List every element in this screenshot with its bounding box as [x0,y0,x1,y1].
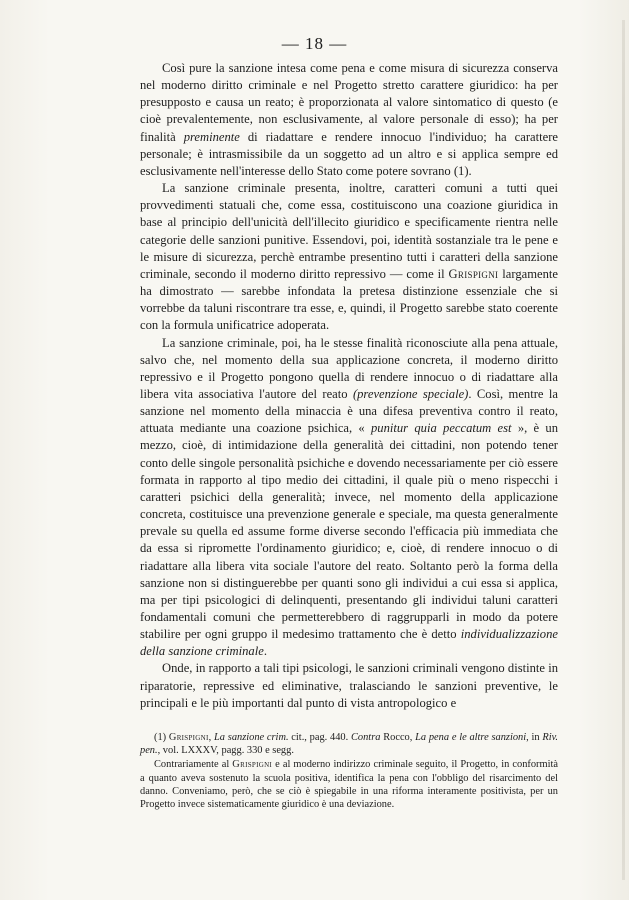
text-span: », è un mezzo, cioè, di intimidazione della generalità dei cittadini, non potendo tener conto delle singole personalità psichiche e dovendo necessariamente per ciò essere formata in rapporto al tipo medio dei cittadini, il quale più o meno rispecchi i caratteri psichici della generalità; invece, nel momento della applicazione concreta, costituisce una prevenzione generale e speciale, ma questa generalmente prevale su quella ed assume forme diverse secondo l'efficacia più immediata che da essa si ripromette l'ordinamento giuridico; e, cioè, di rendere innocuo o di riadattare alla libera vita sociale l'autore del reato. Soltanto però la forma della sanzione non si distinguerebbe per quanti sono gli individui a cui essa si applica, ma per tipi psicologici di delinquenti, presentando gli individui taluni caratteri fondamentali comuni che permetterebbero di raggrupparli in modo da potere stabilire per ogni gruppo il medesimo trattamento che è detto [140,421,558,642]
paragraph [140,60,558,180]
italic-span: Contra [350,732,381,743]
page-number: — 18 — [281,34,348,53]
paragraph [140,180,558,334]
text-span: Così pure la sanzione intesa come pena e come misura di sicurezza conserva nel moderno diritto criminale e nel Progetto stretto carattere giuridico: ha per presupposto e causa un reato; è proporzionata al valore sintomatico di questo (e cioè prevalentemente, non esclusivamente, al valore personale di esso); ha per finalità [140,61,558,144]
text-span: , [208,732,215,743]
text-span: largamente ha dimostrato — sarebbe infondata la pretesa distinzione essenziale che si vorrebbe da taluni riscontrare tra esse, e, quindi, il Progetto sarebbe stato coerente con la formula unificatrice adoperata. [140,266,558,333]
footnote [140,758,558,811]
text-span: cit., pag. 440. [288,732,351,743]
text-span: La sanzione criminale, poi, ha le stesse finalità riconosciute alla pena attuale, salvo che, nel momento della sua applicazione concreta, il moderno diritto repressivo e il Progetto pongono quella di rendere innocuo o di riadattare alla libera vita associativa l'autore del reato [140,335,558,401]
text-span: e al moderno indirizzo criminale seguito, il Progetto, in conformità a quanto aveva sostenuto la scuola positiva, identifica la pena con l'obbligo del risarcimento del danno. Conveniamo, però, che se ciò è spiegabile in una riforma interamente positivista, per un Progetto invece sistematicamente giuridico è una deviazione. [140,759,558,811]
paragraph [140,660,558,711]
text-span: (1) [154,732,169,743]
italic-span: preminente [183,129,240,144]
text-span: Contrariamente al [154,759,233,771]
footnotes [140,731,558,811]
italic-span: La pena e le altre sanzioni [415,732,527,743]
author-name: Grispigni [448,266,499,281]
footnote [140,731,558,757]
text-span: di riadattare e rendere innocuo l'individuo; ha carattere personale; è intrasmissibile da un soggetto ad un altro e si applica sempre ed esclusivamente nell'interesse dello Stato come potere sovrano (1). [140,129,558,178]
text-span: , in [526,732,543,743]
italic-span: Riv. pen. [140,732,559,757]
italic-span: punitur quia peccatum est [371,421,512,436]
italic-span: individualizzazione della sanzione criminale [140,627,558,659]
text-span: . [263,644,267,659]
text-span: Onde, in rapporto a tali tipi psicologi, le sanzioni criminali vengono distinte in riparatorie, repressive ed eliminative, tralasciando le sanzioni preventive, le principali e le più importanti dal punto di vista antropologico e [140,661,558,710]
text-span: , vol. LXXXV, pagg. 330 e segg. [157,745,294,757]
main-text [140,60,558,712]
italic-span: (prevenzione speciale) [352,386,469,401]
text-span: Rocco, [380,732,416,743]
paragraph [140,335,558,661]
text-span: . Così, mentre la sanzione nel momento della minaccia è una difesa preventiva contro il reato, attuata mediante una coazione psichica, « [140,386,558,436]
italic-span: La sanzione crim. [214,732,289,743]
page-edge-shadow [622,20,625,880]
text-span: La sanzione criminale presenta, inoltre, caratteri comuni a tutti quei provvedimenti statuali che, come essa, costituiscono una coazione giuridica in base al principio dell'unicità dell'illecito giuridico e specificamente rientra nelle categorie delle sanzioni punitive. Essendovi, poi, identità sostanziale tra le pene e le misure di sicurezza, perchè entrambe presentino tutti i caratteri della sanzione criminale, secondo il moderno diritto repressivo — come il [140,181,558,281]
author-name: Grispigni [168,732,209,743]
author-name: Grispigni [232,759,273,771]
